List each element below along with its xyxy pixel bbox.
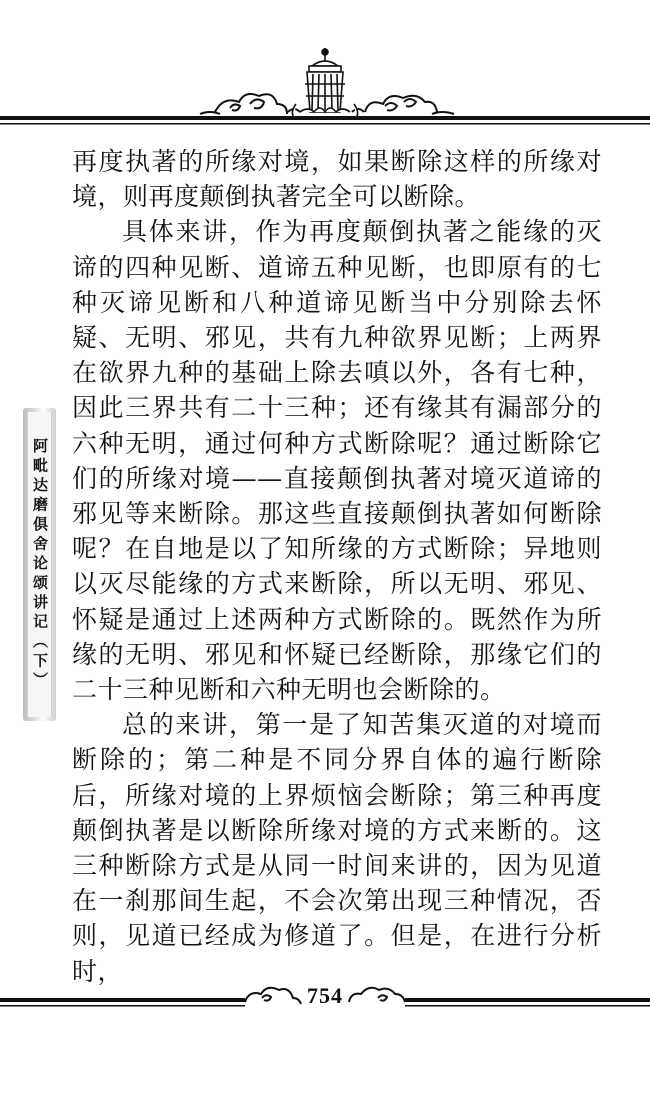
paragraph-1: 再度执著的所缘对境，如果断除这样的所缘对境，则再度颠倒执著完全可以断除。 [72,147,602,212]
header-rules [0,0,650,135]
cloud-scroll-icon [200,94,300,114]
page-number: 754 [307,983,343,1008]
page-body [72,144,602,989]
paragraph-3: 总的来讲，第一是了知苦集灭道的对境而断除的；第二种是不同分界自体的遍行断除后，所缘对境的上界烦恼会断除；第三种再度颠倒执著是以断除所缘对境的方式来断的。这三种断除方式是从同一时间来讲的，因为见道在一刹那间生起，不会次第出现三种情况，否则，见道已经成为修道了。但是，在进行分析时， [72,710,602,986]
book-title-tab [23,408,56,721]
victory-banner-icon [292,48,357,118]
header-ornament [0,0,650,135]
book-title: 阿毗达磨俱舍论颂讲记（下） [31,438,49,692]
cloud-scroll-icon [352,96,454,114]
paragraph-2: 具体来讲，作为再度颠倒执著之能缘的灭谛的四种见断、道谛五种见断，也即原有的七种灭谛见断和八种道谛见断当中分别除去怀疑、无明、邪见，共有九种欲界见断；上两界在欲界九种的基础上除去嗔以外，各有七种，因此三界共有二十三种；还有缘其有漏部分的六种无明，通过何种方式断除呢？通过断除它们的所缘对境——直接颠倒执著对境灭道谛的邪见等来断除。那这些直接颠倒执著如何断除呢？在自地是以了知所缘的方式断除；异地则以灭尽能缘的方式来断除，所以无明、邪见、怀疑是通过上述两种方式断除的。既然作为所缘的无明、邪见和怀疑已经断除，那缘它们的二十三种见断和六种无明也会断除的。 [72,217,602,705]
